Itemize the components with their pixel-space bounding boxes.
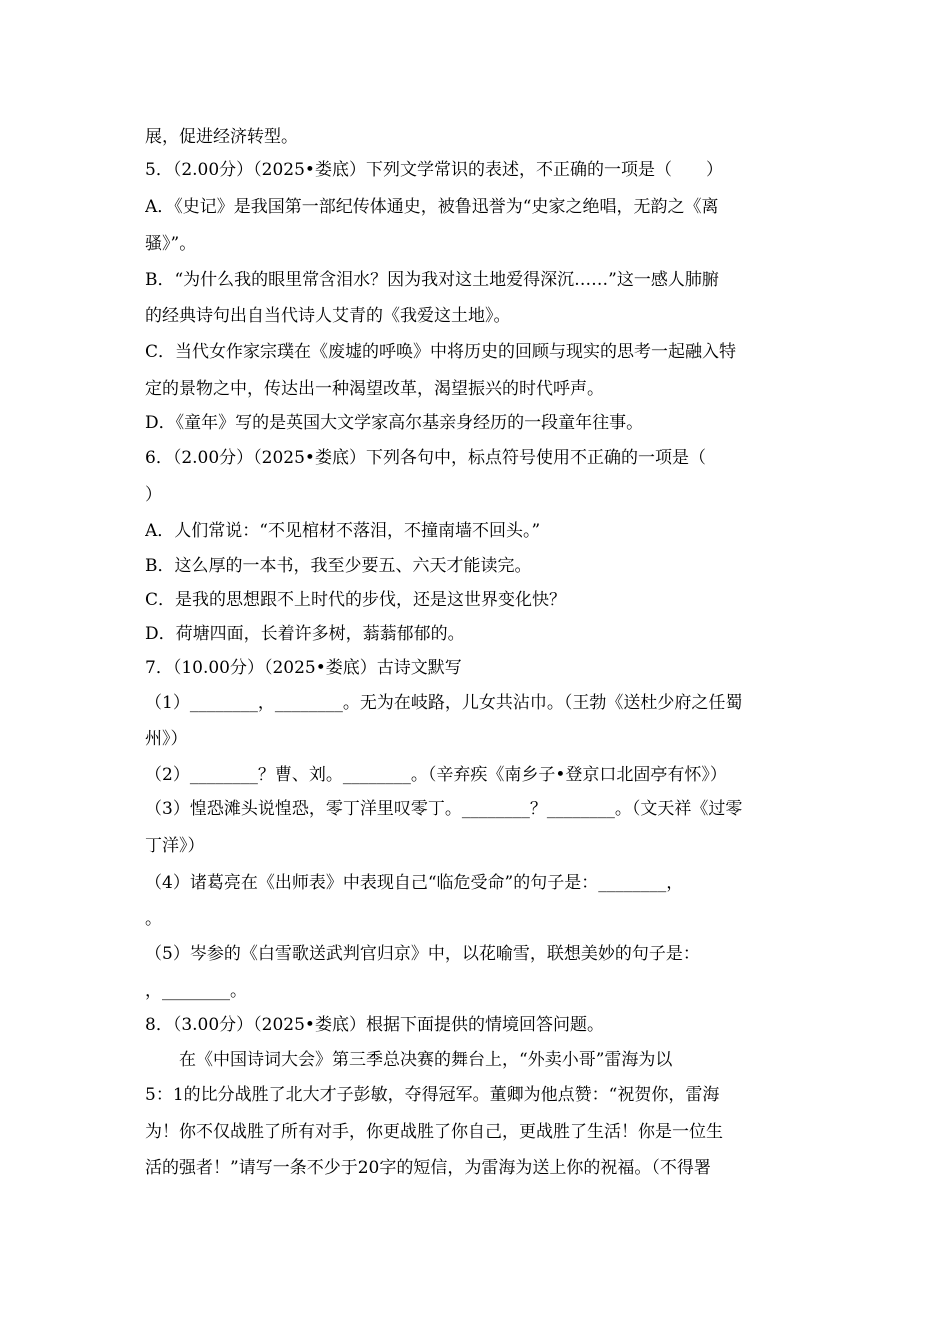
option-d: D．荷塘四面，长着许多树，蓊蓊郁郁的。 [145, 624, 465, 644]
emphasis-char: 正 [552, 160, 570, 180]
option-c: C．当代女作家宗璞在《废墟的呼唤》中将历史的回顾与现实的思考一起融入特 [145, 342, 737, 362]
q8-paragraph-line: 5：1的比分战胜了北大才子彭敏，夺得冠军。董卿为他点赞：“祝贺你，雷海 [145, 1085, 720, 1105]
question-5-title [145, 158, 815, 182]
emphasis-char: 确 [569, 160, 587, 180]
option-a-cont: 骚》”。 [145, 234, 197, 254]
option-b: B．这么厚的一本书，我至少要五、六天才能读完。 [145, 556, 532, 576]
emphasis-char: 不 [535, 160, 553, 180]
q7-item-1-cont: 州》） [145, 729, 188, 749]
question-5-text: 5．（2.00分）（2025•娄底）下列文学常识的表述， [145, 160, 536, 180]
q8-paragraph-line: 为！你不仅战胜了所有对手，你更战胜了你自己，更战胜了生活！你是一位生 [145, 1122, 723, 1142]
question-6-text: 6．（2.00分）（2025•娄底）下列各句中，标点符号使用 [145, 448, 570, 468]
option-d: D．《童年》写的是英国大文学家高尔基亲身经历的一段童年往事。 [145, 413, 644, 433]
option-b: B．“为什么我的眼里常含泪水？因为我对这土地爱得深沉……”这一感人肺腑 [145, 270, 719, 290]
question-8-title: 8．（3.00分）（2025•娄底）根据下面提供的情境回答问题。 [145, 1015, 604, 1035]
q7-item-5-cont: ，________。 [145, 981, 247, 1001]
question-7-title: 7．（10.00分）（2025•娄底）古诗文默写 [145, 658, 462, 678]
q8-paragraph-line: 在《中国诗词大会》第三季总决赛的舞台上，“外卖小哥”雷海为以 [145, 1050, 673, 1070]
text-line: 展，促进经济转型。 [145, 127, 298, 147]
question-5-tail: 的一项是（ ） [586, 160, 723, 180]
emphasis-char: 正 [586, 448, 604, 468]
q7-item-4-cont: 。 [145, 909, 162, 929]
question-6-title [145, 446, 815, 470]
q7-item-4: （4）诸葛亮在《出师表》中表现自己“临危受命”的句子是：________， [145, 873, 684, 893]
question-6-cont: ） [145, 485, 162, 505]
option-c: C．是我的思想跟不上时代的步伐，还是这世界变化快？ [145, 590, 567, 610]
option-b-cont: 的经典诗句出自当代诗人艾青的《我爱这土地》。 [145, 306, 511, 326]
q7-item-3-cont: 丁洋》） [145, 836, 205, 856]
q7-item-5: （5）岑参的《白雪歌送武判官归京》中，以花喻雪，联想美妙的句子是： [145, 944, 700, 964]
q7-item-3: （3）惶恐滩头说惶恐，零丁洋里叹零丁。________？________。（文天祥《过零 [145, 799, 743, 819]
option-c-cont: 定的景物之中，传达出一种渴望改革，渴望振兴的时代呼声。 [145, 379, 604, 399]
option-a: A．人们常说：“不见棺材不落泪，不撞南墙不回头。” [145, 521, 541, 541]
option-a: A．《史记》是我国第一部纪传体通史，被鲁迅誉为“史家之绝唱，无韵之《离 [145, 197, 719, 217]
question-6-tail: 的一项是（ [620, 448, 706, 468]
q8-paragraph-line: 活的强者！”请写一条不少于20字的短信，为雷海为送上你的祝福。（不得署 [145, 1158, 711, 1178]
emphasis-char: 不 [569, 448, 587, 468]
emphasis-char: 确 [603, 448, 621, 468]
q7-item-1: （1）________，________。无为在岐路，儿女共沾巾。（王勃《送杜少府之任蜀 [145, 693, 743, 713]
q7-item-2: （2）________？曹、刘。________。（辛弃疾《南乡子•登京口北固亭有怀》） [145, 765, 727, 785]
